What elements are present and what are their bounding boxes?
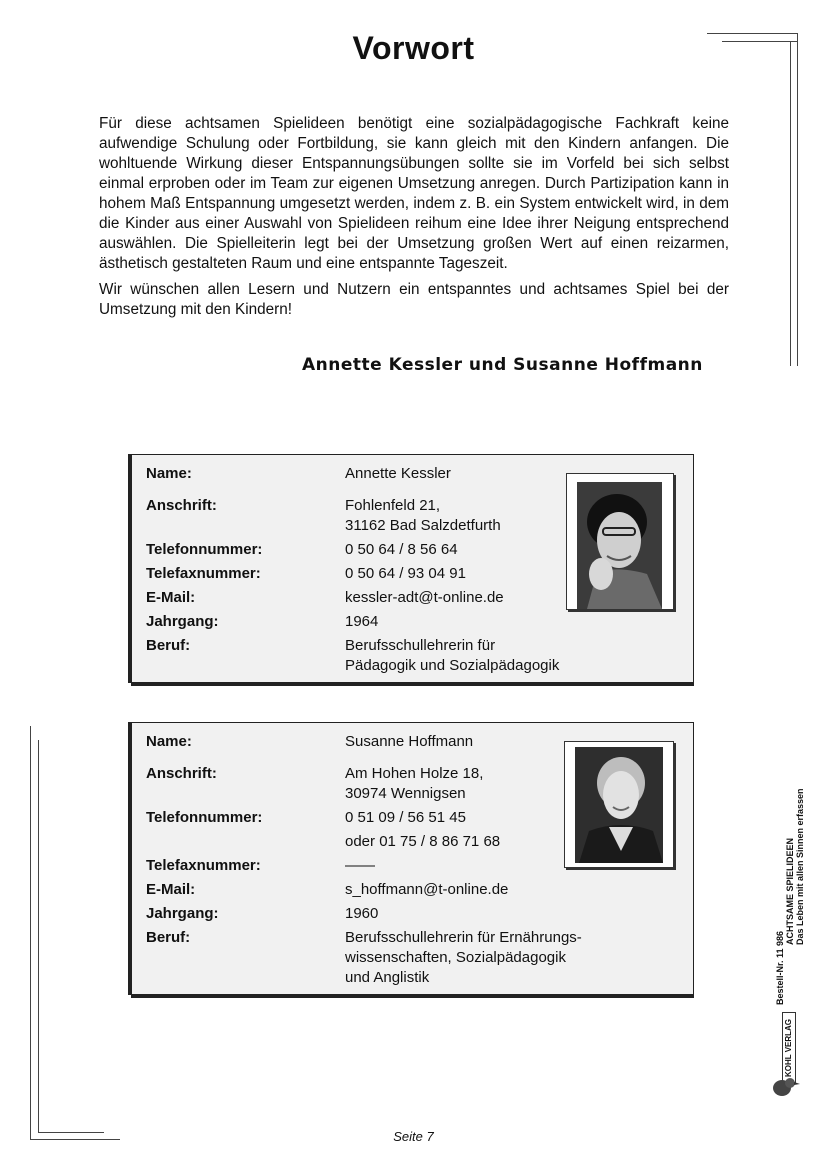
sidebar-series-subtitle: Das Leben mit allen Sinnen erfassen — [795, 788, 805, 945]
label-address: Anschrift: — [146, 765, 217, 782]
label-year: Jahrgang: — [146, 613, 219, 630]
decor-line — [790, 41, 791, 366]
label-email: E-Mail: — [146, 881, 196, 898]
intro-paragraph: Für diese achtsamen Spielideen benötigt eine sozialpädagogische Fachkraft keine aufwendige Schulung oder Fortbildung, sie kann gleich mit den Kindern anfangen. Die wohltuende Wirkung dieser Entspannungsübungen sollte sie im Vorfeld bei sich selbst einmal erproben oder im Team zur eigenen Umsetzung anregen. Durch Partizipation kann in hohem Maß Entspannung umgesetzt werden, indem z. B. ein System entwickelt wird, in dem die Kinder aus einer Auswahl von Spielideen reihum eine Idee ihrer Neigung entsprechend auswählen. Die Spielleiterin legt bei der Umsetzung großen Wert auf einen reizarmen, ästhetisch gestalteten Raum und eine entspannte Tageszeit. — [99, 115, 729, 272]
label-email: E-Mail: — [146, 589, 196, 606]
value-phone-line2: oder 01 75 / 8 86 71 68 — [345, 833, 501, 850]
label-name: Name: — [146, 465, 192, 482]
value-fax: 0 50 64 / 93 04 91 — [345, 565, 466, 582]
label-phone: Telefonnummer: — [146, 541, 263, 558]
value-email: s_hoffmann@t-online.de — [345, 881, 509, 898]
label-fax: Telefaxnummer: — [146, 857, 261, 874]
sidebar-order-number: Bestell-Nr. 11 986 — [775, 930, 785, 1005]
label-phone: Telefonnummer: — [146, 809, 263, 826]
decor-line — [30, 726, 31, 1139]
page-title: Vorwort — [352, 30, 475, 66]
value-job-line2: Pädagogik und Sozialpädagogik — [345, 657, 560, 674]
author-photo-frame — [564, 741, 674, 868]
value-phone-line1: 0 51 09 / 56 51 45 — [345, 809, 466, 826]
value-address-line2: 30974 Wennigsen — [345, 785, 466, 802]
decor-line — [797, 33, 798, 366]
author-card-hoffmann — [131, 722, 694, 995]
page-number: Seite 7 — [393, 1129, 434, 1144]
value-address-line2: 31162 Bad Salzdetfurth — [345, 517, 501, 534]
label-job: Beruf: — [146, 929, 191, 946]
value-name: Annette Kessler — [345, 465, 451, 482]
label-name: Name: — [146, 733, 192, 750]
value-phone: 0 50 64 / 8 56 64 — [345, 541, 458, 558]
value-name: Susanne Hoffmann — [345, 733, 474, 750]
sidebar-series-title: ACHTSAME SPIELIDEEN — [785, 837, 795, 945]
bird-icon — [768, 1076, 806, 1098]
author-photo — [575, 747, 663, 863]
value-job-line1: Berufsschullehrerin für — [345, 637, 496, 654]
intro-paragraph: Wir wünschen allen Lesern und Nutzern ein entspanntes und achtsames Spiel bei der Umsetzung mit den Kindern! — [99, 281, 729, 318]
value-job-line3: und Anglistik — [345, 969, 430, 986]
value-address-line1: Am Hohen Holze 18, — [345, 765, 484, 782]
label-year: Jahrgang: — [146, 905, 219, 922]
label-fax: Telefaxnummer: — [146, 565, 261, 582]
label-job: Beruf: — [146, 637, 191, 654]
author-photo-frame — [566, 473, 674, 610]
value-year: 1960 — [345, 905, 379, 922]
value-job-line2: wissenschaften, Sozialpädagogik — [345, 949, 566, 966]
author-photo — [577, 482, 662, 609]
publisher-logo — [768, 1012, 806, 1098]
value-fax: —— — [345, 857, 375, 874]
intro-text — [99, 114, 729, 326]
publisher-name: KOHL VERLAG — [784, 1018, 793, 1078]
sidebar-publisher-info — [775, 735, 805, 1035]
value-year: 1964 — [345, 613, 379, 630]
author-card-kessler — [131, 454, 694, 683]
value-job-line1: Berufsschullehrerin für Ernährungs- — [345, 929, 582, 946]
value-address-line1: Fohlenfeld 21, — [345, 497, 441, 514]
label-address: Anschrift: — [146, 497, 217, 514]
value-email: kessler-adt@t-online.de — [345, 589, 504, 606]
authors-signature: Annette Kessler und Susanne Hoffmann — [302, 355, 703, 375]
decor-line — [38, 740, 39, 1132]
